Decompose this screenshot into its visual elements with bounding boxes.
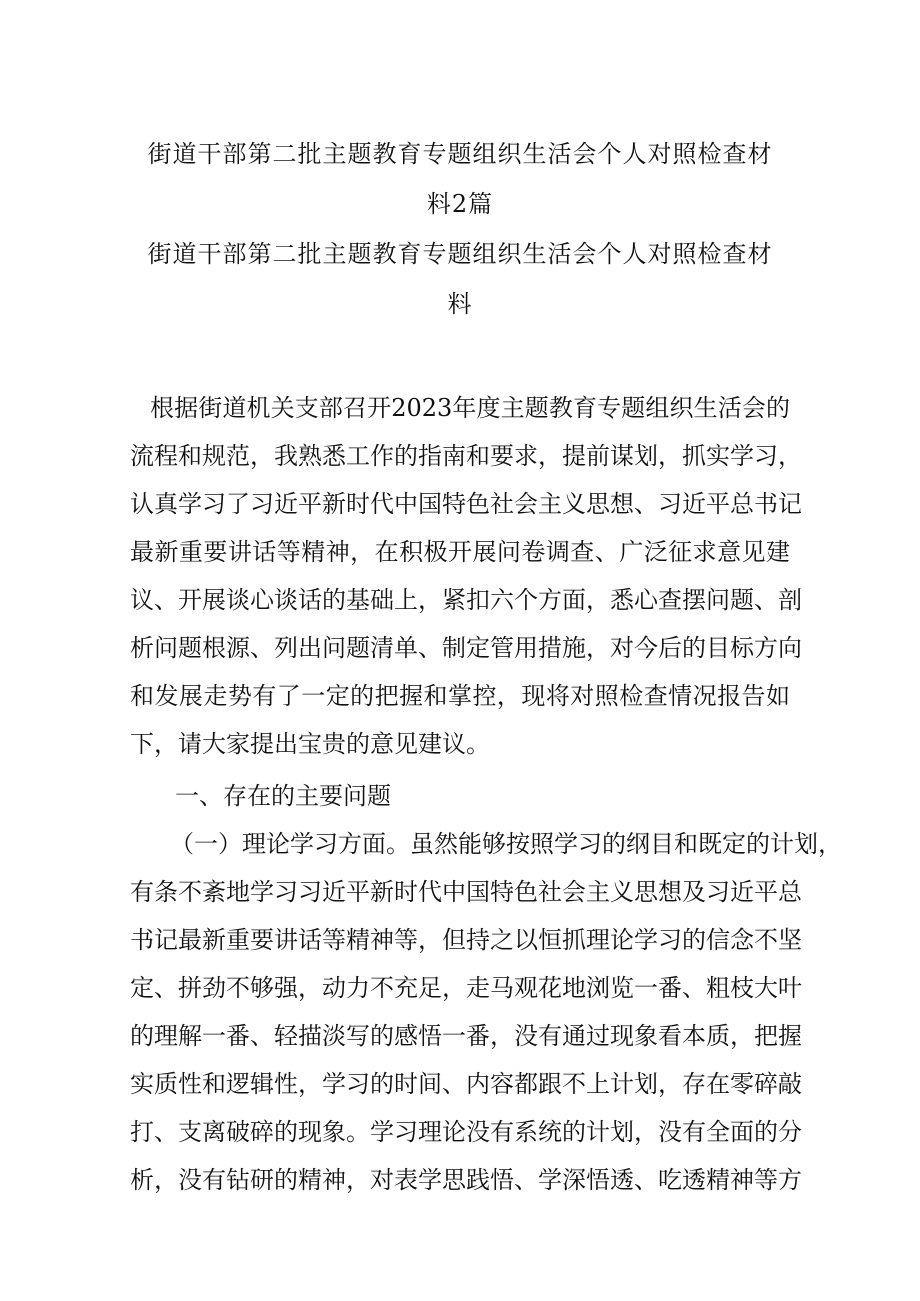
section1-paragraph-line: 定、拼劲不够强，动力不充足，走马观花地浏览一番、粗枝大叶 (130, 974, 802, 1002)
intro-paragraph-line: 流程和规范，我熟悉工作的指南和要求，提前谋划，抓实学习， (130, 442, 802, 470)
section1-paragraph-line: 书记最新重要讲话等精神等，但持之以恒抓理论学习的信念不坚 (130, 926, 802, 954)
section1-paragraph-line: 有条不紊地学习习近平新时代中国特色社会主义思想及习近平总 (130, 878, 802, 906)
intro-paragraph-line: 最新重要讲话等精神，在积极开展问卷调查、广泛征求意见建 (130, 538, 790, 566)
document-subtitle-line-2: 料 (447, 290, 473, 318)
intro-paragraph-line: 议、开展谈心谈话的基础上，紧扣六个方面，悉心查摆问题、剖 (130, 586, 802, 614)
section1-paragraph-line: 析，没有钻研的精神，对表学思践悟、学深悟透、吃透精神等方 (130, 1166, 802, 1194)
section1-paragraph-line: （一）理论学习方面。虽然能够按照学习的纲目和既定的计划， (170, 830, 842, 858)
section1-paragraph-line: 实质性和逻辑性，学习的时间、内容都跟不上计划，存在零碎敲 (130, 1070, 802, 1098)
intro-paragraph-line: 和发展走势有了一定的把握和掌控，现将对照检查情况报告如 (130, 682, 790, 710)
document-title-line-1: 街道干部第二批主题教育专题组织生活会个人对照检查材 (147, 140, 773, 168)
section1-paragraph-line: 打、支离破碎的现象。学习理论没有系统的计划，没有全面的分 (130, 1118, 802, 1146)
intro-paragraph-line: 根据街道机关支部召开2023年度主题教育专题组织生活会的 (150, 394, 790, 422)
section-heading: 一、存在的主要问题 (175, 782, 391, 810)
intro-paragraph-line: 认真学习了习近平新时代中国特色社会主义思想、习近平总书记 (130, 490, 802, 518)
section1-paragraph-line: 的理解一番、轻描淡写的感悟一番，没有通过现象看本质，把握 (130, 1022, 802, 1050)
document-subtitle-line-1: 街道干部第二批主题教育专题组织生活会个人对照检查材 (147, 240, 773, 268)
intro-paragraph-line: 析问题根源、列出问题清单、制定管用措施，对今后的目标方向 (130, 634, 802, 662)
document-title-line-2: 料2篇 (426, 190, 494, 218)
intro-paragraph-line: 下，请大家提出宝贵的意见建议。 (130, 730, 490, 758)
